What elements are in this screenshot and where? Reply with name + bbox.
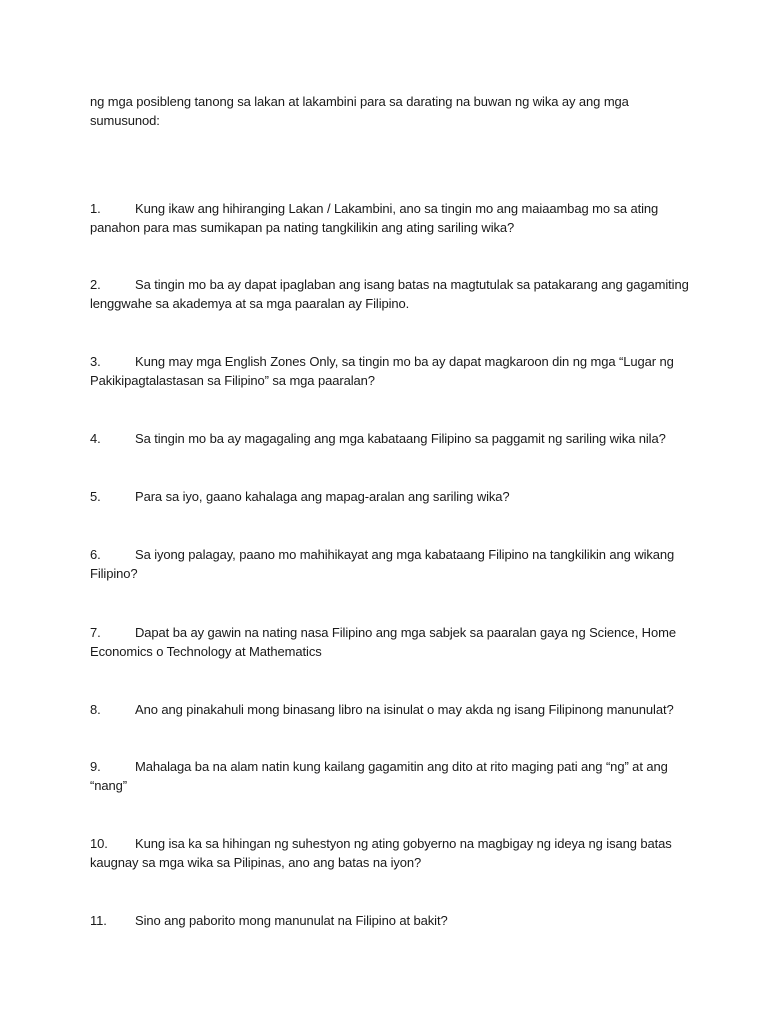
question-number: 5. bbox=[90, 489, 101, 504]
question-10 bbox=[90, 834, 690, 872]
question-text: Sa tingin mo ba ay magagaling ang mga kabataang Filipino sa paggamit ng sariling wika nila? bbox=[135, 431, 666, 446]
question-number: 1. bbox=[90, 201, 101, 216]
question-9 bbox=[90, 757, 690, 795]
question-text: Dapat ba ay gawin na nating nasa Filipino ang mga sabjek sa paaralan gaya ng Science, Home Economics o Technology at Mathematics bbox=[90, 625, 676, 659]
question-4 bbox=[90, 429, 690, 448]
question-7 bbox=[90, 623, 690, 661]
question-number: 2. bbox=[90, 277, 101, 292]
question-3 bbox=[90, 352, 690, 390]
question-6 bbox=[90, 545, 690, 583]
question-text: Sa iyong palagay, paano mo mahihikayat ang mga kabataang Filipino na tangkilikin ang wikang Filipino? bbox=[90, 547, 675, 581]
question-5 bbox=[90, 487, 690, 506]
question-text: Kung isa ka sa hihingan ng suhestyon ng ating gobyerno na magbigay ng ideya ng isang batas kaugnay sa mga wika sa Pilipinas, ano ang batas na iyon? bbox=[90, 836, 672, 870]
question-2 bbox=[90, 275, 690, 313]
question-text: Ano ang pinakahuli mong binasang libro na isinulat o may akda ng isang Filipinong manunulat? bbox=[135, 702, 674, 717]
question-text: Sa tingin mo ba ay dapat ipaglaban ang isang batas na magtutulak sa patakarang ang gagamiting lenggwahe sa akademya at sa mga paaralan ay Filipino. bbox=[90, 277, 689, 311]
question-number: 3. bbox=[90, 354, 101, 369]
question-11 bbox=[90, 911, 690, 930]
question-number: 4. bbox=[90, 431, 101, 446]
question-text: Sino ang paborito mong manunulat na Filipino at bakit? bbox=[135, 913, 448, 928]
question-text: Kung may mga English Zones Only, sa tingin mo ba ay dapat magkaroon din ng mga “Lugar ng Pakikipagtalastasan sa Filipino” sa mga paaralan? bbox=[90, 354, 674, 388]
question-number: 10. bbox=[90, 836, 108, 851]
question-text: Para sa iyo, gaano kahalaga ang mapag-aralan ang sariling wika? bbox=[135, 489, 510, 504]
question-text: Kung ikaw ang hihiranging Lakan / Lakambini, ano sa tingin mo ang maiaambag mo sa ating panahon para mas sumikapan pa nating tangkilikin ang ating sariling wika? bbox=[90, 201, 659, 235]
question-text: Mahalaga ba na alam natin kung kailang gagamitin ang dito at rito maging pati ang “ng” at ang “nang” bbox=[90, 759, 668, 793]
question-1 bbox=[90, 199, 690, 237]
question-number: 9. bbox=[90, 759, 101, 774]
question-8 bbox=[90, 700, 690, 719]
question-number: 7. bbox=[90, 625, 101, 640]
question-number: 11. bbox=[90, 913, 107, 928]
question-number: 6. bbox=[90, 547, 101, 562]
question-number: 8. bbox=[90, 702, 101, 717]
intro-paragraph: ng mga posibleng tanong sa lakan at lakambini para sa darating na buwan ng wika ay ang mga sumusunod: bbox=[90, 94, 629, 128]
